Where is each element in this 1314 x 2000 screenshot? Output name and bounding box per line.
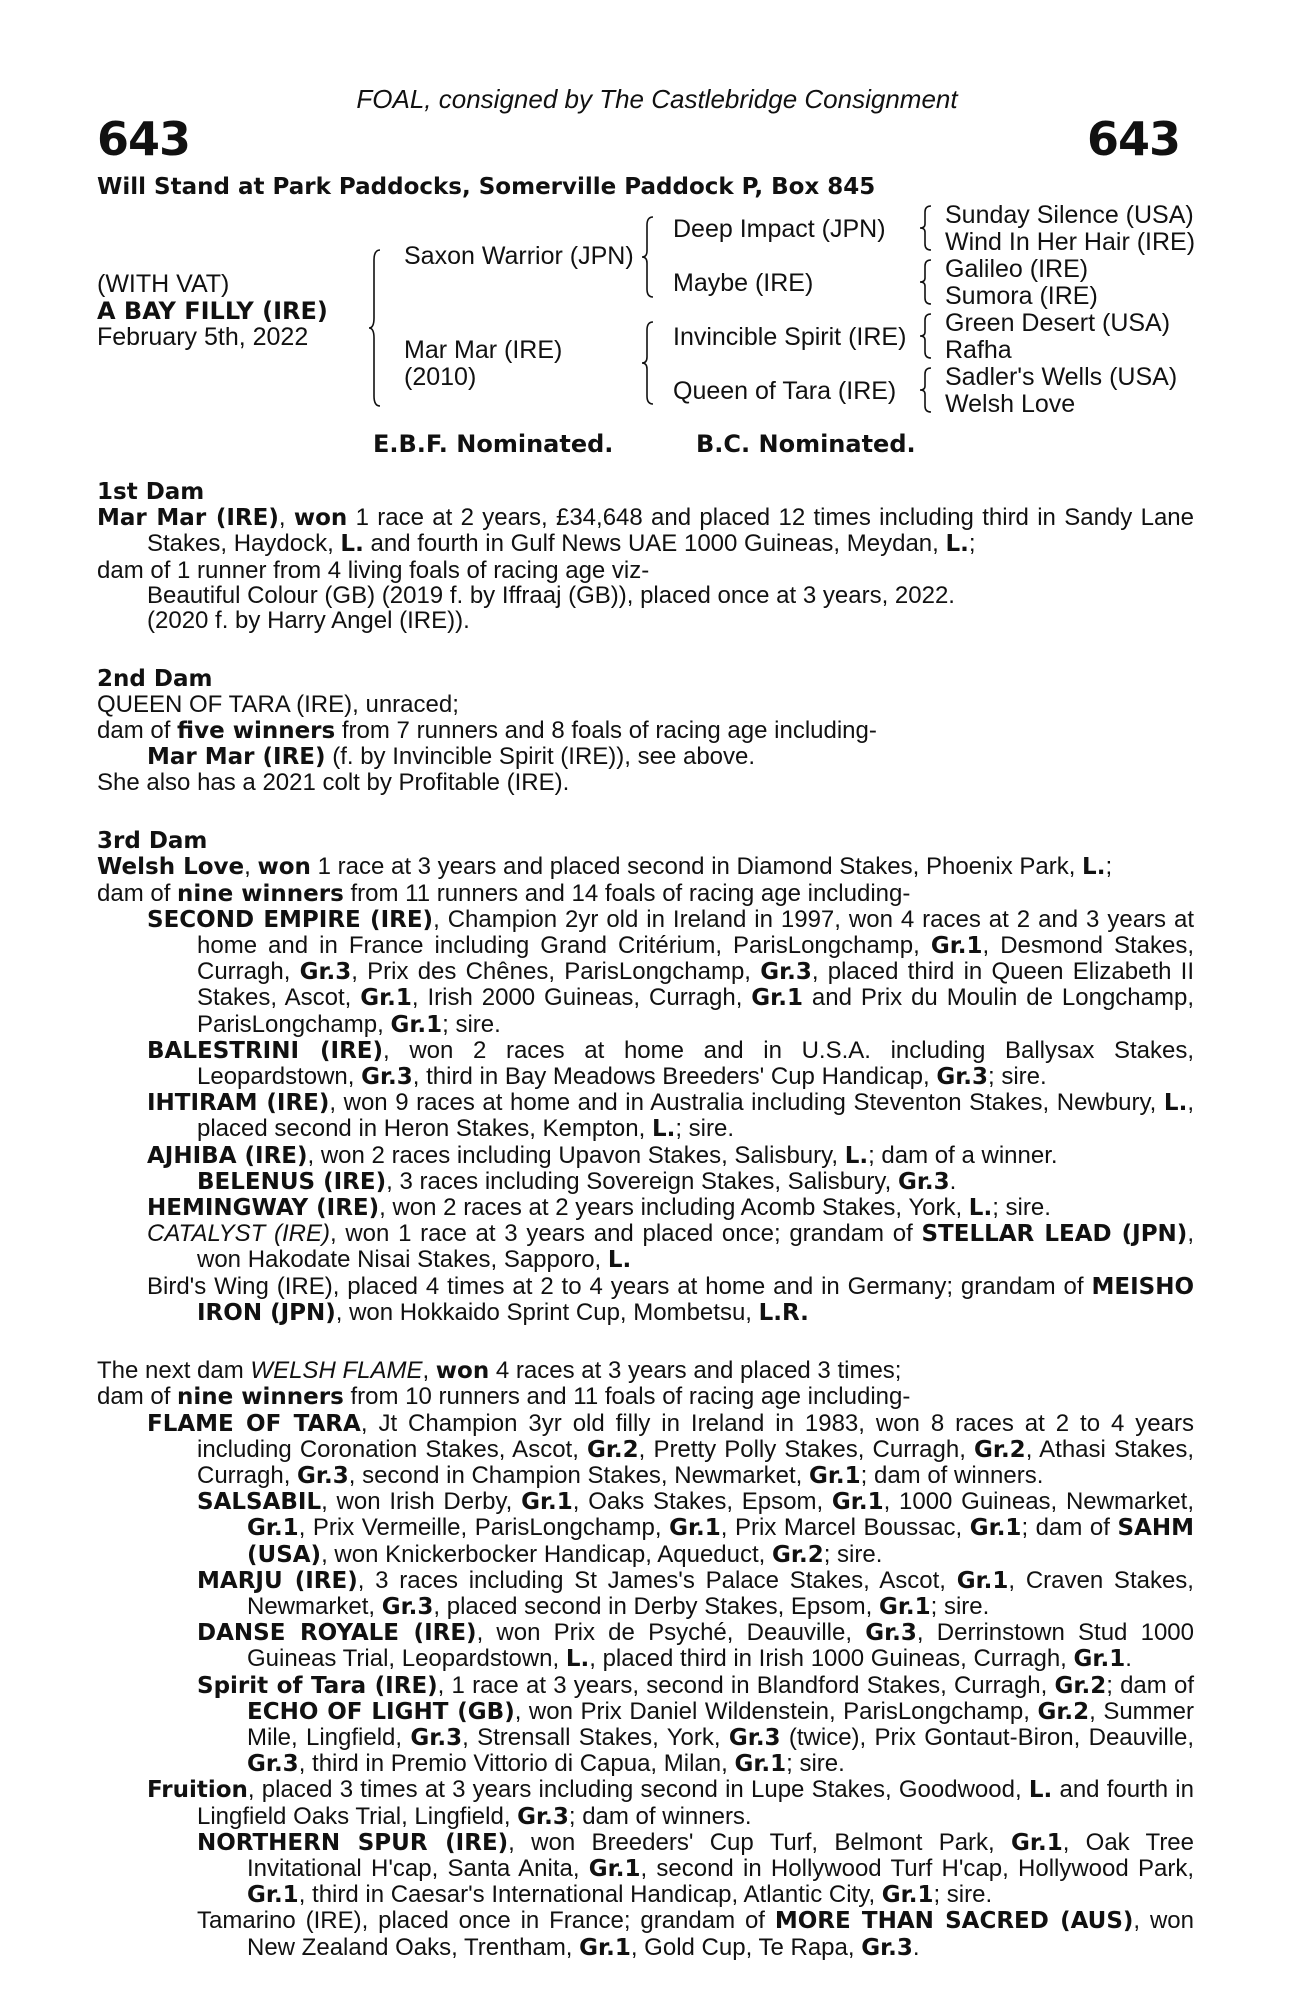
bold-run: Gr.1 bbox=[878, 1593, 931, 1620]
text-run: , Pretty Polly Stakes, Curragh, bbox=[638, 1435, 974, 1463]
produce-entry bbox=[97, 1568, 1194, 1620]
text-run: , placed second in Heron Stakes, Kempton, bbox=[197, 1089, 1194, 1143]
text-run: 1 race at 2 years, £34,648 and placed 12 times including third in Sandy Lane Stakes, Haydock, bbox=[147, 504, 1194, 558]
foaling-date: February 5th, 2022 bbox=[97, 323, 309, 351]
bold-run: IHTIRAM (IRE) bbox=[147, 1090, 330, 1117]
third-dam-heading: 3rd Dam bbox=[97, 828, 208, 855]
lot-number-left: 643 bbox=[97, 112, 191, 166]
text-run: , won New Zealand Oaks, Trentham, bbox=[247, 1907, 1194, 1961]
bold-run: Gr.1 bbox=[1011, 1829, 1063, 1856]
bold-run: L. bbox=[651, 1116, 676, 1143]
bold-run: HEMINGWAY (IRE) bbox=[147, 1195, 380, 1222]
bold-run: Gr.1 bbox=[808, 1462, 861, 1489]
pedigree-brace-dam bbox=[641, 320, 659, 406]
text-run: , won Knickerbocker Handicap, Aqueduct, bbox=[321, 1540, 773, 1568]
text-run: ; sire. bbox=[675, 1115, 735, 1143]
bold-run: Gr.2 bbox=[772, 1541, 824, 1568]
bold-run: five winners bbox=[177, 717, 336, 744]
bold-run: Gr.3 bbox=[897, 1168, 950, 1195]
text-run: , Desmond Stakes, Curragh, bbox=[197, 932, 1194, 986]
text-run: ; sire. bbox=[933, 1881, 993, 1909]
text-run: and fourth in Lingfield Oaks Trial, Lingfield, bbox=[197, 1776, 1194, 1830]
bold-run: Mar Mar (IRE) bbox=[147, 743, 326, 770]
text-run: , Gold Cup, Te Rapa, bbox=[630, 1933, 862, 1961]
bold-run: L. bbox=[607, 1247, 632, 1274]
produce-entry bbox=[97, 1090, 1194, 1142]
bold-run: won bbox=[257, 854, 311, 881]
bold-run: Gr.3 bbox=[936, 1064, 988, 1091]
bold-run: Gr.3 bbox=[760, 959, 812, 986]
produce-entry bbox=[97, 744, 1194, 770]
text-run: 4 races at 3 years and placed 3 times; bbox=[489, 1357, 902, 1385]
bold-run: Gr.3 bbox=[728, 1724, 781, 1751]
text-run: The next dam bbox=[97, 1357, 251, 1385]
bold-run: L. bbox=[945, 531, 969, 558]
pedigree-g3-2: Wind In Her Hair (IRE) bbox=[945, 228, 1196, 256]
bold-run: Gr.1 bbox=[390, 1011, 443, 1038]
produce-entry bbox=[97, 1195, 1194, 1221]
bold-run: Gr.3 bbox=[410, 1724, 463, 1751]
bold-run: Gr.3 bbox=[299, 959, 352, 986]
pedigree-g3-3: Galileo (IRE) bbox=[945, 255, 1089, 283]
produce-entry bbox=[97, 1038, 1194, 1090]
consignor-line: FOAL, consigned by The Castlebridge Consignment bbox=[356, 84, 958, 114]
bold-run: nine winners bbox=[177, 1384, 344, 1411]
text-run: , won 9 races at home and in Australia including Steventon Stakes, Newbury, bbox=[329, 1089, 1164, 1117]
bold-run: BALESTRINI (IRE) bbox=[147, 1037, 384, 1064]
text-run: ; dam of bbox=[1106, 1671, 1194, 1699]
italic-run: CATALYST (IRE) bbox=[147, 1220, 330, 1248]
text-run: Tamarino (IRE), placed once in France; grandam of bbox=[197, 1907, 775, 1935]
first-dam-entry bbox=[97, 505, 1194, 557]
text-run: , second in Hollywood Turf H'cap, Hollywood Park, bbox=[640, 1854, 1194, 1882]
bold-run: Gr.1 bbox=[579, 1934, 631, 1961]
pedigree-brace-gen1 bbox=[368, 248, 382, 408]
text-run: , third in Bay Meadows Breeders' Cup Handicap, bbox=[412, 1063, 937, 1091]
bold-run: won bbox=[293, 505, 348, 532]
horse-name: A BAY FILLY (IRE) bbox=[97, 297, 328, 325]
bold-run: Gr.3 bbox=[247, 1751, 299, 1778]
second-dam-entry: QUEEN OF TARA (IRE), unraced; bbox=[97, 691, 459, 719]
bold-run: Gr.1 bbox=[969, 1515, 1022, 1542]
text-run: ; sire. bbox=[442, 1010, 501, 1038]
bold-run: Spirit of Tara (IRE) bbox=[197, 1672, 438, 1699]
bold-run: Gr.3 bbox=[381, 1593, 434, 1620]
bold-run: Gr.1 bbox=[247, 1515, 299, 1542]
produce-entry bbox=[97, 1411, 1194, 1490]
bold-run: Gr.1 bbox=[247, 1882, 299, 1909]
bold-run: SECOND EMPIRE (IRE) bbox=[147, 906, 434, 933]
produce-entry bbox=[97, 1673, 1194, 1778]
bold-run: Gr.2 bbox=[1037, 1698, 1090, 1725]
text-run: , placed third in Queen Elizabeth II Stakes, Ascot, bbox=[197, 958, 1195, 1012]
text-run: and Prix du Moulin de Longchamp, ParisLongchamp, bbox=[197, 984, 1194, 1038]
first-dam-produce-summary: dam of 1 runner from 4 living foals of racing age viz- bbox=[97, 556, 650, 584]
first-dam-heading: 1st Dam bbox=[97, 479, 205, 505]
bold-run: ECHO OF LIGHT (GB) bbox=[247, 1698, 515, 1725]
pedigree-g3-6: Rafha bbox=[945, 336, 1012, 364]
bold-run: nine winners bbox=[177, 880, 344, 907]
produce-entry bbox=[97, 1620, 1194, 1672]
bold-run: DANSE ROYALE (IRE) bbox=[197, 1620, 477, 1647]
text-run: , won 2 races including Upavon Stakes, Salisbury, bbox=[307, 1141, 845, 1169]
text-run: ; sire. bbox=[786, 1750, 845, 1778]
italic-run: WELSH FLAME bbox=[250, 1357, 423, 1385]
bold-run: Gr.1 bbox=[881, 1882, 934, 1909]
pedigree-brace-g3 bbox=[919, 312, 935, 360]
text-run: ; bbox=[1105, 853, 1113, 881]
text-run: (twice), Prix Gontaut-Biron, Deauville, bbox=[780, 1723, 1195, 1751]
text-run: , third in Caesar's International Handicap, Atlantic City, bbox=[298, 1881, 882, 1909]
vat-note: (WITH VAT) bbox=[97, 270, 230, 298]
text-run: ; dam of winners. bbox=[568, 1802, 752, 1830]
pedigree-dam-sire: Invincible Spirit (IRE) bbox=[673, 323, 907, 351]
text-run: , bbox=[244, 853, 258, 881]
text-run: , second in Champion Stakes, Newmarket, bbox=[348, 1461, 809, 1489]
text-run: from 7 runners and 8 foals of racing age including- bbox=[335, 716, 877, 744]
text-run: 1 race at 3 years and placed second in Diamond Stakes, Phoenix Park, bbox=[310, 853, 1083, 881]
bold-run: NORTHERN SPUR (IRE) bbox=[197, 1829, 509, 1856]
pedigree-g3-5: Green Desert (USA) bbox=[945, 309, 1171, 337]
text-run: , won 2 races at 2 years including Acomb Stakes, York, bbox=[379, 1194, 969, 1222]
text-run: , placed third in Irish 1000 Guineas, Curragh, bbox=[589, 1645, 1074, 1673]
text-run: , won Hakodate Nisai Stakes, Sapporo, bbox=[197, 1220, 1194, 1274]
text-run: , third in Premio Vittorio di Capua, Milan, bbox=[298, 1750, 735, 1778]
text-run: , 3 races including Sovereign Stakes, Salisbury, bbox=[386, 1167, 898, 1195]
text-run: ; bbox=[968, 530, 976, 558]
text-run: , Oaks Stakes, Epsom, bbox=[572, 1488, 832, 1516]
text-run: , won Prix Daniel Wildenstein, ParisLongchamp, bbox=[514, 1697, 1038, 1725]
text-run: , Champion 2yr old in Ireland in 1997, won 4 races at 2 and 3 years at home and in France including Grand Critérium, ParisLongchamp, bbox=[197, 905, 1195, 960]
text-run: , Irish 2000 Guineas, Curragh, bbox=[411, 984, 752, 1012]
produce-entry bbox=[97, 1143, 1194, 1169]
text-run: , bbox=[278, 504, 294, 532]
lot-number-right: 643 bbox=[1087, 112, 1181, 166]
text-run: , won Prix de Psyché, Deauville, bbox=[476, 1619, 866, 1647]
bold-run: MORE THAN SACRED (AUS) bbox=[774, 1908, 1134, 1935]
text-run: . bbox=[912, 1933, 920, 1961]
pedigree-sire-sire: Deep Impact (JPN) bbox=[673, 215, 886, 243]
third-dam-entry bbox=[97, 854, 1194, 880]
text-run: , won 2 races at home and in U.S.A. including Ballysax Stakes, Leopardstown, bbox=[197, 1036, 1195, 1091]
bold-run: Gr.1 bbox=[930, 933, 983, 960]
text-run: dam of bbox=[97, 1383, 178, 1411]
bold-run: Gr.1 bbox=[669, 1515, 721, 1542]
bold-run: Gr.1 bbox=[588, 1855, 641, 1882]
text-run: , bbox=[422, 1357, 436, 1385]
bold-run: MEISHO IRON (JPN) bbox=[197, 1273, 1194, 1326]
next-dam-produce-summary bbox=[97, 1384, 1194, 1410]
bold-run: Gr.3 bbox=[361, 1064, 413, 1091]
text-run: dam of bbox=[97, 716, 178, 744]
text-run: ; sire. bbox=[988, 1063, 1047, 1091]
text-run: ; dam of winners. bbox=[860, 1461, 1044, 1489]
stabling-line: Will Stand at Park Paddocks, Somerville Paddock P, Box 845 bbox=[97, 174, 876, 200]
text-run: , Prix Marcel Boussac, bbox=[720, 1514, 970, 1542]
bold-run: SAHM (USA) bbox=[247, 1515, 1195, 1568]
bold-run: Gr.2 bbox=[586, 1436, 639, 1463]
text-run: and fourth in Gulf News UAE 1000 Guineas, Meydan, bbox=[363, 530, 946, 558]
text-run: . bbox=[949, 1167, 957, 1195]
bold-run: L.R. bbox=[758, 1299, 809, 1326]
text-run: , placed 3 times at 3 years including second in Lupe Stakes, Goodwood, bbox=[247, 1776, 1029, 1804]
bold-run: STELLAR LEAD (JPN) bbox=[921, 1221, 1188, 1248]
bold-run: Gr.1 bbox=[751, 985, 803, 1012]
text-run: , Prix Vermeille, ParisLongchamp, bbox=[298, 1514, 670, 1542]
second-dam-produce-summary bbox=[97, 718, 1194, 744]
text-run: , won Breeders' Cup Turf, Belmont Park, bbox=[508, 1828, 1012, 1856]
bold-run: L. bbox=[1163, 1090, 1188, 1117]
produce-entry bbox=[97, 1830, 1194, 1909]
text-run: , placed second in Derby Stakes, Epsom, bbox=[433, 1592, 879, 1620]
catalogue-body bbox=[97, 480, 1194, 1961]
bold-run: BELENUS (IRE) bbox=[197, 1168, 387, 1195]
text-run: , 3 races including St James's Palace Stakes, Ascot, bbox=[357, 1566, 957, 1594]
bc-nomination: B.C. Nominated. bbox=[696, 430, 916, 458]
bold-run: won bbox=[435, 1358, 490, 1385]
bold-run: L. bbox=[1082, 854, 1106, 881]
bold-run: Gr.3 bbox=[517, 1803, 569, 1830]
produce-entry bbox=[97, 1274, 1194, 1326]
text-run: , won Hokkaido Sprint Cup, Mombetsu, bbox=[335, 1298, 759, 1326]
text-run: dam of bbox=[97, 879, 178, 907]
text-run: ; dam of bbox=[1021, 1514, 1118, 1542]
bold-run: Gr.1 bbox=[1073, 1646, 1126, 1673]
pedigree-sire-dam: Maybe (IRE) bbox=[673, 269, 814, 297]
pedigree-dam: Mar Mar (IRE) bbox=[404, 336, 563, 364]
text-run: , won Irish Derby, bbox=[321, 1488, 522, 1516]
bold-run: Fruition bbox=[147, 1777, 248, 1804]
second-dam-note: She also has a 2021 colt by Profitable (IRE). bbox=[97, 769, 570, 797]
pedigree-sire: Saxon Warrior (JPN) bbox=[404, 242, 634, 270]
text-run: from 10 runners and 11 foals of racing age including- bbox=[343, 1383, 911, 1411]
produce-entry bbox=[97, 1489, 1194, 1568]
pedigree-g3-8: Welsh Love bbox=[945, 390, 1076, 418]
text-run: ; sire. bbox=[823, 1540, 883, 1568]
bold-run: FLAME OF TARA bbox=[147, 1410, 361, 1437]
pedigree-brace-g4 bbox=[919, 366, 935, 414]
text-run: , won 1 race at 3 years and placed once; grandam of bbox=[329, 1220, 922, 1248]
pedigree-brace-g2 bbox=[919, 258, 935, 306]
pedigree-g3-1: Sunday Silence (USA) bbox=[945, 201, 1194, 229]
text-run: , 1 race at 3 years, second in Blandford Stakes, Curragh, bbox=[437, 1671, 1055, 1699]
text-run: , Derrinstown Stud 1000 Guineas Trial, Leopardstown, bbox=[247, 1619, 1194, 1673]
text-run: from 11 runners and 14 foals of racing age including- bbox=[343, 879, 911, 907]
bold-run: Gr.3 bbox=[297, 1462, 349, 1489]
bold-run: Gr.1 bbox=[956, 1567, 1009, 1594]
bold-run: Mar Mar (IRE) bbox=[97, 505, 279, 532]
pedigree-g3-4: Sumora (IRE) bbox=[945, 282, 1098, 310]
text-run: , Strensall Stakes, York, bbox=[462, 1723, 729, 1751]
text-run: Bird's Wing (IRE), placed 4 times at 2 to 4 years at home and in Germany; grandam of bbox=[147, 1272, 1092, 1300]
bold-run: L. bbox=[565, 1646, 590, 1673]
bold-run: L. bbox=[1028, 1777, 1053, 1804]
text-run: , Athasi Stakes, Curragh, bbox=[197, 1435, 1194, 1489]
produce-entry bbox=[97, 1908, 1194, 1960]
pedigree-brace-g1 bbox=[919, 204, 935, 252]
bold-run: SALSABIL bbox=[197, 1489, 322, 1516]
bold-run: Gr.1 bbox=[831, 1489, 884, 1516]
bold-run: Gr.2 bbox=[974, 1436, 1026, 1463]
bold-run: L. bbox=[844, 1142, 869, 1169]
next-dam-entry bbox=[97, 1358, 1194, 1384]
pedigree-g3-7: Sadler's Wells (USA) bbox=[945, 363, 1178, 391]
bold-run: L. bbox=[340, 531, 364, 558]
produce-entry: Beautiful Colour (GB) (2019 f. by Iffraaj (GB)), placed once at 3 years, 2022. bbox=[147, 581, 955, 609]
bold-run: Gr.1 bbox=[734, 1751, 787, 1778]
third-dam-produce-summary bbox=[97, 881, 1194, 907]
second-dam-heading: 2nd Dam bbox=[97, 666, 213, 693]
text-run: ; sire. bbox=[930, 1592, 990, 1620]
text-run: , Craven Stakes, Newmarket, bbox=[247, 1566, 1194, 1620]
pedigree-brace-sire bbox=[641, 215, 659, 299]
text-run: , Summer Mile, Lingfield, bbox=[247, 1697, 1194, 1751]
produce-entry: (2020 f. by Harry Angel (IRE)). bbox=[147, 607, 470, 635]
bold-run: MARJU (IRE) bbox=[197, 1567, 358, 1594]
pedigree-dam-dam: Queen of Tara (IRE) bbox=[673, 377, 897, 405]
ebf-nomination: E.B.F. Nominated. bbox=[373, 430, 614, 458]
bold-run: Gr.3 bbox=[861, 1934, 913, 1961]
produce-entry bbox=[97, 1777, 1194, 1829]
bold-run: Gr.3 bbox=[865, 1620, 917, 1647]
text-run: ; sire. bbox=[992, 1194, 1051, 1222]
text-run: , Oak Tree Invitational H'cap, Santa Anita, bbox=[247, 1828, 1195, 1882]
bold-run: Gr.1 bbox=[360, 985, 412, 1012]
text-run: , 1000 Guineas, Newmarket, bbox=[883, 1488, 1194, 1516]
produce-entry bbox=[97, 907, 1194, 1038]
produce-entry bbox=[97, 1169, 1194, 1195]
bold-run: Gr.1 bbox=[521, 1489, 573, 1516]
bold-run: Gr.2 bbox=[1054, 1672, 1107, 1699]
bold-run: L. bbox=[968, 1195, 993, 1222]
text-run: (f. by Invincible Spirit (IRE)), see above. bbox=[325, 742, 756, 770]
produce-entry bbox=[97, 1221, 1194, 1273]
text-run: ; dam of a winner. bbox=[868, 1141, 1058, 1169]
text-run: , Jt Champion 3yr old filly in Ireland in 1983, won 8 races at 2 to 4 years including Coronation Stakes, Ascot, bbox=[197, 1409, 1194, 1463]
text-run: , Prix des Chênes, ParisLongchamp, bbox=[351, 958, 761, 986]
pedigree-dam-year: (2010) bbox=[404, 363, 477, 391]
bold-run: Welsh Love bbox=[97, 854, 245, 881]
text-run: . bbox=[1125, 1645, 1132, 1673]
bold-run: AJHIBA (IRE) bbox=[147, 1142, 308, 1169]
